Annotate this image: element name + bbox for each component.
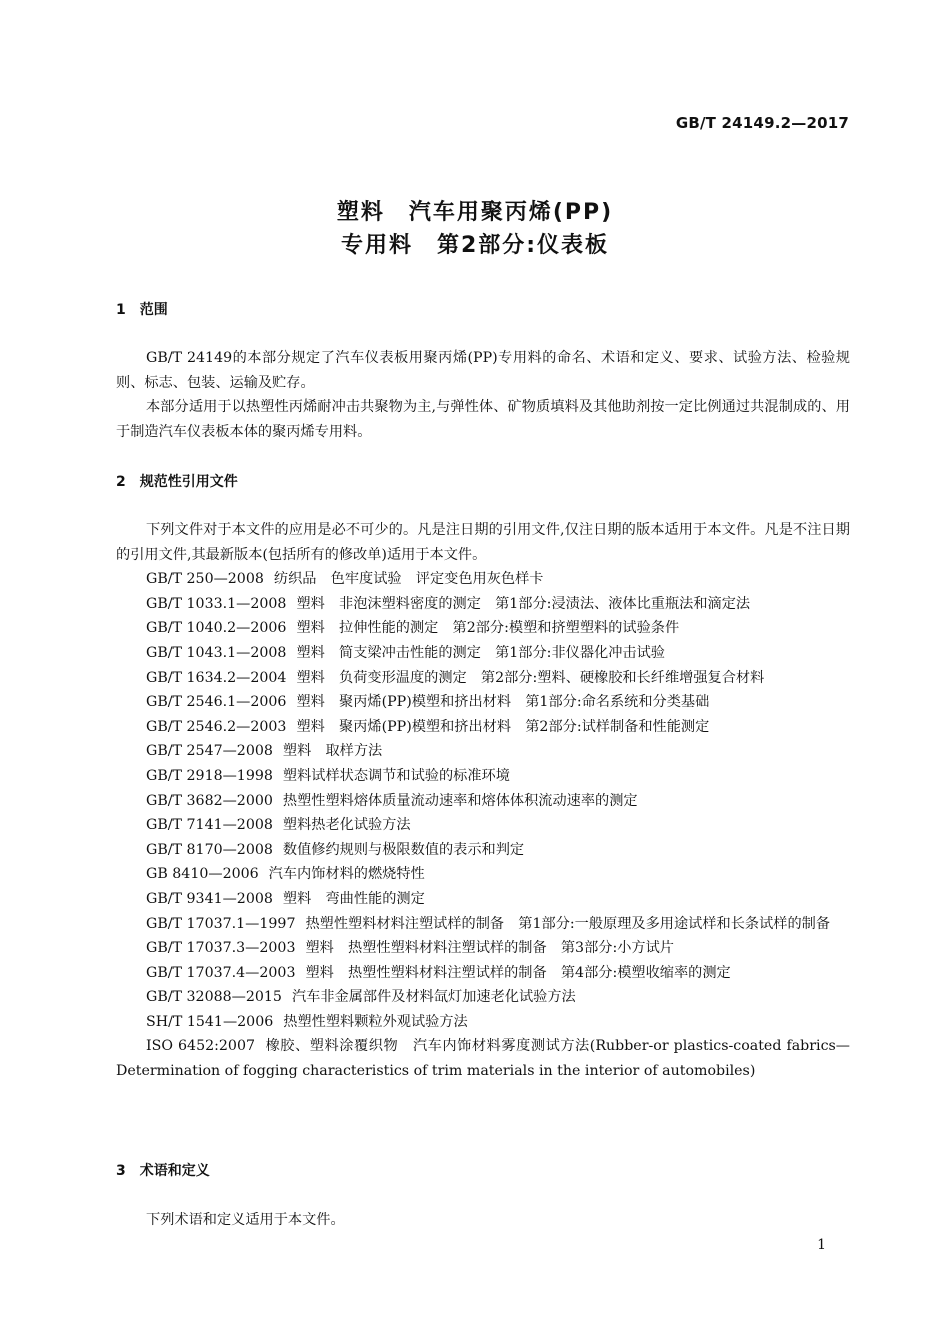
reference-code: GB/T 1040.2—2006 <box>146 620 287 637</box>
reference-item <box>116 739 850 764</box>
reference-item <box>116 690 850 715</box>
reference-code: GB/T 7141—2008 <box>146 817 273 834</box>
reference-code: SH/T 1541—2006 <box>146 1013 274 1030</box>
reference-item <box>116 961 850 986</box>
reference-item <box>116 813 850 838</box>
reference-code: GB/T 3682—2000 <box>146 792 273 809</box>
reference-title: 塑料 简支梁冲击性能的测定 第1部分:非仪器化冲击试验 <box>296 644 665 661</box>
paragraph: 下列术语和定义适用于本文件。 <box>146 1212 345 1228</box>
reference-item <box>116 912 850 937</box>
reference-title: 塑料 拉伸性能的测定 第2部分:模塑和挤塑塑料的试验条件 <box>296 620 680 637</box>
reference-item <box>116 789 850 814</box>
document-title-line-2: 专用料 第2部分:仪表板 <box>340 233 610 258</box>
reference-item <box>116 764 850 789</box>
reference-item <box>116 1010 850 1035</box>
reference-title: 塑料热老化试验方法 <box>282 817 411 834</box>
reference-item <box>116 641 850 666</box>
reference-code: GB/T 17037.3—2003 <box>146 940 296 957</box>
reference-title: 数值修约规则与极限数值的表示和判定 <box>282 841 525 858</box>
reference-list <box>116 567 850 1083</box>
document-title-line-1: 塑料 汽车用聚丙烯(PP) <box>336 200 614 225</box>
section-3-body <box>116 1208 850 1233</box>
reference-item <box>116 715 850 740</box>
reference-code: GB/T 1033.1—2008 <box>146 595 287 612</box>
reference-title: 橡胶、塑料涂覆织物 汽车内饰材料雾度测试方法(Rubber-or plastics-coated fabrics—Determination of fogging characteristics of trim materials in the interior of automobiles) <box>116 1038 850 1080</box>
reference-item <box>116 567 850 592</box>
reference-title: 纺织品 色牢度试验 评定变色用灰色样卡 <box>273 571 544 588</box>
reference-title: 塑料 负荷变形温度的测定 第2部分:塑料、硬橡胶和长纤维增强复合材料 <box>296 669 765 686</box>
reference-item <box>116 887 850 912</box>
reference-title: 汽车非金属部件及材料氙灯加速老化试验方法 <box>291 989 576 1006</box>
reference-code: GB/T 9341—2008 <box>146 890 273 907</box>
paragraph: GB/T 24149的本部分规定了汽车仪表板用聚丙烯(PP)专用料的命名、术语和定义、要求、试验方法、检验规则、标志、包装、运输及贮存。 <box>116 350 850 391</box>
reference-title: 热塑性塑料颗粒外观试验方法 <box>283 1013 468 1030</box>
reference-code: GB/T 1634.2—2004 <box>146 669 287 686</box>
section-1-heading: 1 范围 <box>116 302 168 318</box>
paragraph: 本部分适用于以热塑性丙烯耐冲击共聚物为主,与弹性体、矿物质填料及其他助剂按一定比例通过共混制成的、用于制造汽车仪表板本体的聚丙烯专用料。 <box>116 399 850 440</box>
reference-code: GB 8410—2006 <box>146 866 259 883</box>
reference-code: GB/T 17037.1—1997 <box>146 915 296 932</box>
reference-title: 塑料 聚丙烯(PP)模塑和挤出材料 第1部分:命名系统和分类基础 <box>296 694 710 711</box>
reference-code: ISO 6452:2007 <box>146 1038 256 1055</box>
section-3-heading: 3 术语和定义 <box>116 1163 210 1179</box>
reference-item <box>116 862 850 887</box>
reference-code: GB/T 2918—1998 <box>146 767 273 784</box>
reference-item <box>116 592 850 617</box>
reference-title: 塑料 取样方法 <box>282 743 383 760</box>
reference-title: 汽车内饰材料的燃烧特性 <box>268 866 425 883</box>
reference-title: 热塑性塑料材料注塑试样的制备 第1部分:一般原理及多用途试样和长条试样的制备 <box>305 915 831 932</box>
reference-title: 塑料试样状态调节和试验的标准环境 <box>282 767 510 784</box>
reference-item <box>116 666 850 691</box>
reference-title: 塑料 热塑性塑料材料注塑试样的制备 第3部分:小方试片 <box>305 940 674 957</box>
reference-item <box>116 985 850 1010</box>
reference-code: GB/T 2546.1—2006 <box>146 694 287 711</box>
reference-title: 塑料 弯曲性能的测定 <box>282 890 425 907</box>
reference-item <box>116 936 850 961</box>
reference-code: GB/T 32088—2015 <box>146 989 282 1006</box>
reference-title: 塑料 聚丙烯(PP)模塑和挤出材料 第2部分:试样制备和性能测定 <box>296 718 710 735</box>
section-1-body <box>116 346 850 444</box>
paragraph: 下列文件对于本文件的应用是必不可少的。凡是注日期的引用文件,仅注日期的版本适用于本文件。凡是不注日期的引用文件,其最新版本(包括所有的修改单)适用于本文件。 <box>116 522 850 563</box>
document-id: GB/T 24149.2—2017 <box>675 114 849 132</box>
reference-code: GB/T 17037.4—2003 <box>146 964 296 981</box>
page-number: 1 <box>817 1237 826 1253</box>
section-2-heading: 2 规范性引用文件 <box>116 474 238 490</box>
reference-code: GB/T 250—2008 <box>146 571 264 588</box>
reference-item <box>116 1034 850 1083</box>
reference-code: GB/T 1043.1—2008 <box>146 644 287 661</box>
reference-title: 塑料 非泡沫塑料密度的测定 第1部分:浸渍法、液体比重瓶法和滴定法 <box>296 595 751 612</box>
reference-item <box>116 838 850 863</box>
reference-title: 塑料 热塑性塑料材料注塑试样的制备 第4部分:模塑收缩率的测定 <box>305 964 731 981</box>
section-2-body <box>116 518 850 1084</box>
reference-code: GB/T 2547—2008 <box>146 743 273 760</box>
reference-code: GB/T 8170—2008 <box>146 841 273 858</box>
reference-item <box>116 616 850 641</box>
reference-title: 热塑性塑料熔体质量流动速率和熔体体积流动速率的测定 <box>282 792 638 809</box>
reference-code: GB/T 2546.2—2003 <box>146 718 287 735</box>
